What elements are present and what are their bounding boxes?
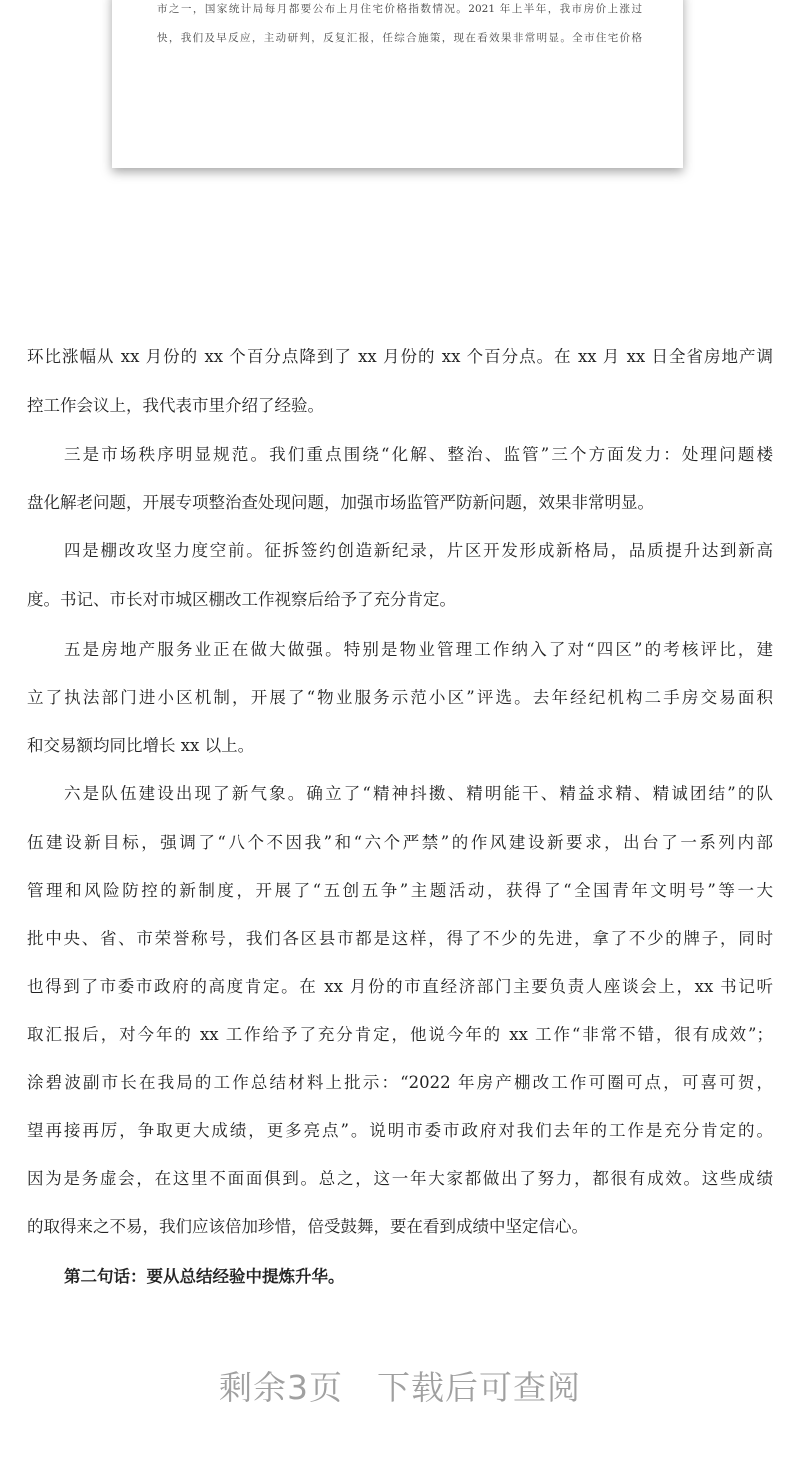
paragraph-line: 立了执法部门进小区机制，开展了“物业服务示范小区”评选。去年经纪机构二手房交易面积 [27,688,773,707]
paragraph-line: 盘化解老问题，开展专项整治查处现问题，加强市场监管严防新问题，效果非常明显。 [27,493,654,512]
paragraph-line: 管理和风险防控的新制度，开展了“五创五争”主题活动，获得了“全国青年文明号”等一大 [27,881,773,900]
paragraph-line: 的取得来之不易，我们应该倍加珍惜，倍受鼓舞，要在看到成绩中坚定信心。 [27,1217,588,1236]
paragraph-line: 四是棚改攻坚力度空前。征拆签约创造新纪录，片区开发形成新格局，品质提升达到新高 [64,541,773,560]
paragraph-line: 五是房地产服务业正在做大做强。特别是物业管理工作纳入了对“四区”的考核评比，建 [64,640,773,659]
preview-line: 市之一，国家统计局每月都要公布上月住宅价格指数情况。2021 年上半年，我市房价上涨过 [157,3,642,15]
paragraph-line: 也得到了市委市政府的高度肯定。在 xx 月份的市直经济部门主要负责人座谈会上，xx 书记听 [27,977,773,996]
paragraph-line: 望再接再厉，争取更大成绩，更多亮点”。说明市委市政府对我们去年的工作是充分肯定的。 [27,1121,773,1140]
paragraph-line: 六是队伍建设出现了新气象。确立了“精神抖擞、精明能干、精益求精、精诚团结”的队 [64,784,773,803]
paragraph-line: 伍建设新目标，强调了“八个不因我”和“六个严禁”的作风建设新要求，出台了一系列内部 [27,833,773,852]
paragraph-line: 控工作会议上，我代表市里介绍了经验。 [27,396,324,415]
paragraph-line: 因为是务虚会，在这里不面面俱到。总之，这一年大家都做出了努力，都很有成效。这些成绩 [27,1169,773,1188]
section-heading: 第二句话：要从总结经验中提炼升华。 [64,1267,345,1286]
paragraph-line: 取汇报后，对今年的 xx 工作给予了充分肯定，他说今年的 xx 工作“非常不错，很有成效”； [27,1025,773,1044]
paragraph-line: 环比涨幅从 xx 月份的 xx 个百分点降到了 xx 月份的 xx 个百分点。在 xx 月 xx 日全省房地产调 [27,347,773,366]
paragraph-line: 批中央、省、市荣誉称号，我们各区县市都是这样，得了不少的先进，拿了不少的牌子，同时 [27,929,773,948]
preview-page-card [112,0,683,168]
paragraph-line: 三是市场秩序明显规范。我们重点围绕“化解、整治、监管”三个方面发力：处理问题楼 [64,445,773,464]
remaining-pages-notice[interactable]: 剩余3页 下载后可查阅 [219,1368,581,1407]
paragraph-line: 涂碧波副市长在我局的工作总结材料上批示：“2022 年房产棚改工作可圈可点，可喜可贺， [27,1073,773,1092]
paragraph-line: 度。书记、市长对市城区棚改工作视察后给予了充分肯定。 [27,590,456,609]
preview-line: 快，我们及早反应，主动研判，反复汇报，任综合施策，现在看效果非常明显。全市住宅价格 [157,32,642,44]
paragraph-line: 和交易额均同比增长 xx 以上。 [27,736,255,755]
